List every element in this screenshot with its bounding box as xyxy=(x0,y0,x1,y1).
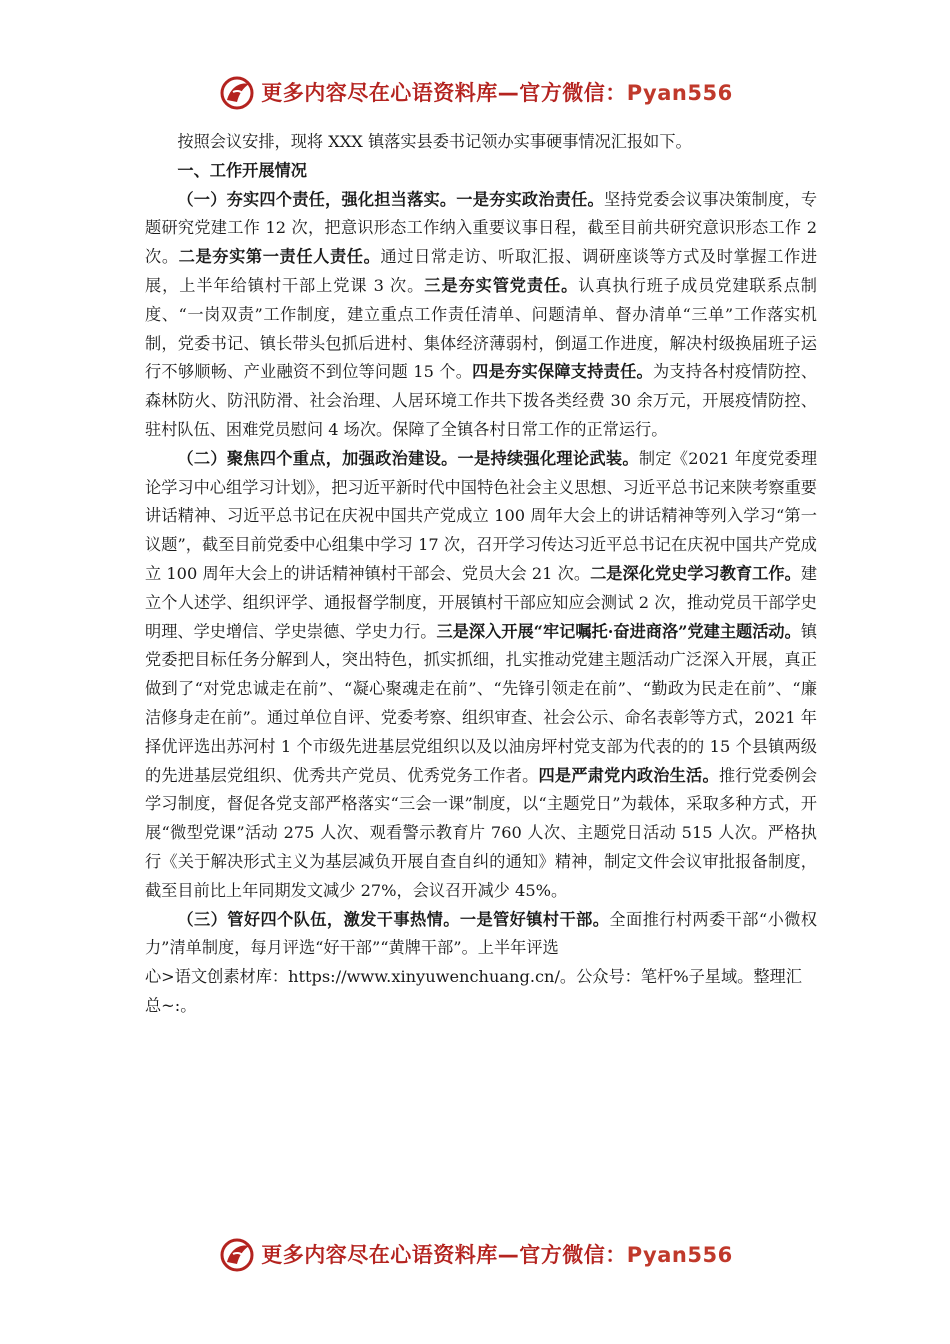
section-2-title: （二）聚焦四个重点，加强政治建设。 xyxy=(177,448,458,468)
section-2-paragraph xyxy=(145,445,817,906)
section-1-title: （一）夯实四个责任，强化担当落实。 xyxy=(177,189,457,209)
section-3-paragraph xyxy=(145,906,817,964)
s2-point-1-text: 制定《2021 年度党委理论学习中心组学习计划》，把习近平新时代中国特色社会主义思想、习近平总书记来陕考察重要讲话精神、习近平总书记在庆祝中国共产党成立 100 周年大会上的讲话精神等列入学习“第一议题”，截至目前党委中心组集中学习 17 次，召开学习传达习近平总书记在庆祝中国共产党成立 100 周年大会上的讲话精神镇村干部会、党员大会 21 次。 xyxy=(145,448,818,583)
s1-point-1-title: 一是夯实政治责任。 xyxy=(456,189,604,209)
section-heading: 一、工作开展情况 xyxy=(177,160,307,180)
s2-point-2-text: 建立个人述学、组织评学、通报督学制度，开展镇村干部应知应会测试 2 次，推动党员干部学史明理、学史增信、学史崇德、学史力行。 xyxy=(145,563,818,641)
s1-point-3-text: 认真执行班子成员党建联系点制度、“一岗双责”工作制度，建立重点工作责任清单、问题清单、督办清单“三单”工作落实机制，党委书记、镇长带头包抓后进村、集体经济薄弱村，倒逼工作进度，解决村级换届班子运行不够顺畅、产业融资不到位等问题 15 个。 xyxy=(145,275,817,382)
s1-point-1-text: 坚持党委会议事决策制度，专题研究党建工作 12 次，把意识形态工作纳入重要议事日程，截至目前共研究意识形态工作 2 次。 xyxy=(145,189,818,267)
s2-point-4-text: 推行党委例会学习制度，督促各党支部严格落实“三会一课”制度，以“主题党日”为载体，采取多种方式，开展“微型党课”活动 275 人次、观看警示教育片 760 人次、主题党日活动 515 人次。严格执行《关于解决形式主义为基层减负开展自查自纠的通知》精神，制定文件会议审批报备制度，截至目前比上年同期发文减少 27%，会议召开减少 45%。 xyxy=(145,765,818,900)
s2-point-1-title: 一是持续强化理论武装。 xyxy=(457,448,639,468)
s3-point-1-text: 全面推行村两委干部“小微权力”清单制度，每月评选“好干部”“黄牌干部”。上半年评选 xyxy=(145,909,818,958)
intro-paragraph: 按照会议安排，现将 XXX 镇落实县委书记领办实事硬事情况汇报如下。 xyxy=(177,132,692,151)
wechat-id: Pyan556 xyxy=(626,1243,733,1267)
wechat-id: Pyan556 xyxy=(626,81,733,105)
header-banner xyxy=(0,72,950,112)
banner-text: 更多内容尽在心语资料库—官方微信：Pyan556 xyxy=(261,81,733,105)
s1-point-4-text: 为支持各村疫情防控、森林防火、防汛防滑、社会治理、人居环境工作共下拨各类经费 30 余万元，开展疫情防控、驻村队伍、困难党员慰问 4 场次。保障了全镇各村日常工作的正常运行。 xyxy=(145,362,818,439)
s1-point-2-title: 二是夯实第一责任人责任。 xyxy=(178,247,381,267)
s3-point-1-title: 一是管好镇村干部。 xyxy=(459,909,610,929)
brand-logo-icon xyxy=(217,1234,257,1274)
section-3-title: （三）管好四个队伍，激发干事热情。 xyxy=(177,909,460,929)
document-body xyxy=(145,128,817,1021)
s2-point-3-text: 镇党委把目标任务分解到人，突出特色，抓实抓细，扎实推动党建主题活动广泛深入开展，真正做到了“对党忠诚走在前”、“凝心聚魂走在前”、“先锋引领走在前”、“勤政为民走在前”、“廉洁修身走在前”。通过单位自评、党委考察、组织审查、社会公示、命名表彰等方式，2021 年择优评选出苏河村 1 个市级先进基层党组织以及以油房坪村党支部为代表的的 15 个县镇两级的先进基层党组织、优秀共产党员、优秀党务工作者。 xyxy=(145,621,817,785)
s1-point-3-title: 三是夯实管党责任。 xyxy=(424,275,579,295)
s2-point-2-title: 二是深化党史学习教育工作。 xyxy=(590,563,801,583)
s2-point-4-title: 四是严肃党内政治生活。 xyxy=(538,765,719,785)
s2-point-3-title: 三是深入开展“牢记嘱托·奋进商洛”党建主题活动。 xyxy=(436,621,801,641)
source-note: 心>语文创素材库：https://www.xinyuwenchuang.cn/。公众号：笔杆%子星域。整理汇总~:。 xyxy=(145,967,802,1015)
brand-logo-icon xyxy=(217,72,257,112)
banner-text: 更多内容尽在心语资料库—官方微信：Pyan556 xyxy=(261,1243,733,1267)
s1-point-2-text: 通过日常走访、听取汇报、调研座谈等方式及时掌握工作进展，上半年给镇村干部上党课 3 次。 xyxy=(145,247,818,295)
section-1-paragraph xyxy=(145,186,817,445)
footer-banner xyxy=(0,1234,950,1274)
s1-point-4-title: 四是夯实保障支持责任。 xyxy=(472,362,653,382)
